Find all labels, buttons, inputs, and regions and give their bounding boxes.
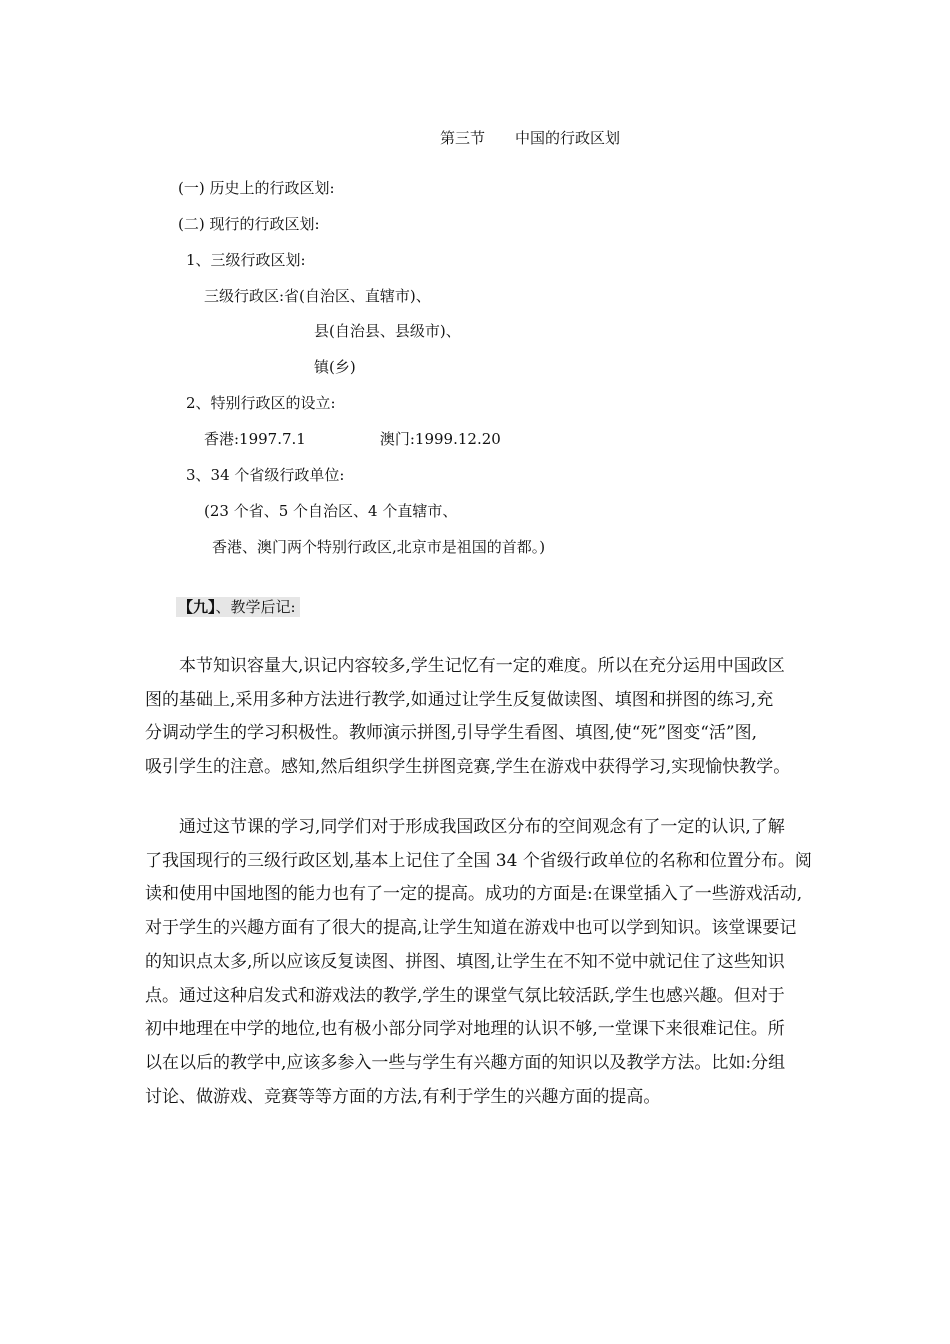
paragraph-line: 吸引学生的注意。感知,然后组织学生拼图竞赛,学生在游戏中获得学习,实现愉快教学。 <box>145 757 791 778</box>
reflection-paragraph-1 <box>145 650 807 785</box>
paragraph-line: 分调动学生的学习积极性。教师演示拼图,引导学生看图、填图,使“死”图变“活”图, <box>145 723 757 744</box>
three-levels-county: 县(自治县、县级市)、 <box>314 322 461 340</box>
paragraph-line: 点。通过这种启发式和游戏法的教学,学生的课堂气氛比较活跃,学生也感兴趣。但对于 <box>145 985 785 1006</box>
paragraph-line: 通过这节课的学习,同学们对于形成我国政区分布的空间观念有了一定的认识,了解 <box>179 817 785 837</box>
paragraph-line: 的知识点太多,所以应该反复读图、拼图、填图,让学生在不知不觉中就记住了这些知识 <box>145 951 785 972</box>
outline-item-2: (二) 现行的行政区划: <box>178 215 320 233</box>
heading-bracket: 【九】 <box>178 598 216 616</box>
paragraph-line: 初中地理在中学的地位,也有极小部分同学对地理的认识不够,一堂课下来很难记住。所 <box>145 1019 785 1040</box>
province-detail-2: 香港、澳门两个特别行政区,北京市是祖国的首都。) <box>212 538 546 556</box>
paragraph-line: 读和使用中国地图的能力也有了一定的提高。成功的方面是:在课堂插入了一些游戏活动, <box>145 884 803 905</box>
reflection-heading-highlight <box>176 597 300 617</box>
province-detail-1: (23 个省、5 个自治区、4 个直辖市、 <box>204 502 458 520</box>
paragraph-line: 以在以后的教学中,应该多参入一些与学生有兴趣方面的知识以及教学方法。比如:分组 <box>145 1052 786 1073</box>
title-section: 第三节 <box>440 129 486 147</box>
three-levels-province: 三级行政区:省(自治区、直辖市)、 <box>204 287 431 305</box>
paragraph-line: 本节知识容量大,识记内容较多,学生记忆有一定的难度。所以在充分运用中国政区 <box>179 656 785 676</box>
outline-item-1: (一) 历史上的行政区划: <box>178 179 335 197</box>
paragraph-line: 讨论、做游戏、竞赛等等方面的方法,有利于学生的兴趣方面的提高。 <box>145 1086 661 1107</box>
hong-kong-date: 香港:1997.7.1 <box>204 430 306 448</box>
paragraph-line: 对于学生的兴趣方面有了很大的提高,让学生知道在游戏中也可以学到知识。该堂课要记 <box>145 918 797 939</box>
outline-sub-3: 3、34 个省级行政单位: <box>186 466 345 484</box>
page-title <box>440 128 620 148</box>
reflection-paragraph-2 <box>145 811 812 1114</box>
title-name: 中国的行政区划 <box>515 129 621 147</box>
paragraph-line: 图的基础上,采用多种方法进行教学,如通过让学生反复做读图、填图和拼图的练习,充 <box>145 689 774 710</box>
heading-text: 、教学后记: <box>215 598 296 616</box>
outline-sub-1: 1、三级行政区划: <box>186 251 306 269</box>
reflection-heading <box>176 597 300 617</box>
sar-dates <box>204 429 501 449</box>
three-levels-town: 镇(乡) <box>314 358 356 376</box>
paragraph-line: 了我国现行的三级行政区划,基本上记住了全国 34 个省级行政单位的名称和位置分布。阅 <box>145 850 812 871</box>
outline-sub-2: 2、特别行政区的设立: <box>186 394 336 412</box>
macau-date: 澳门:1999.12.20 <box>379 430 501 448</box>
